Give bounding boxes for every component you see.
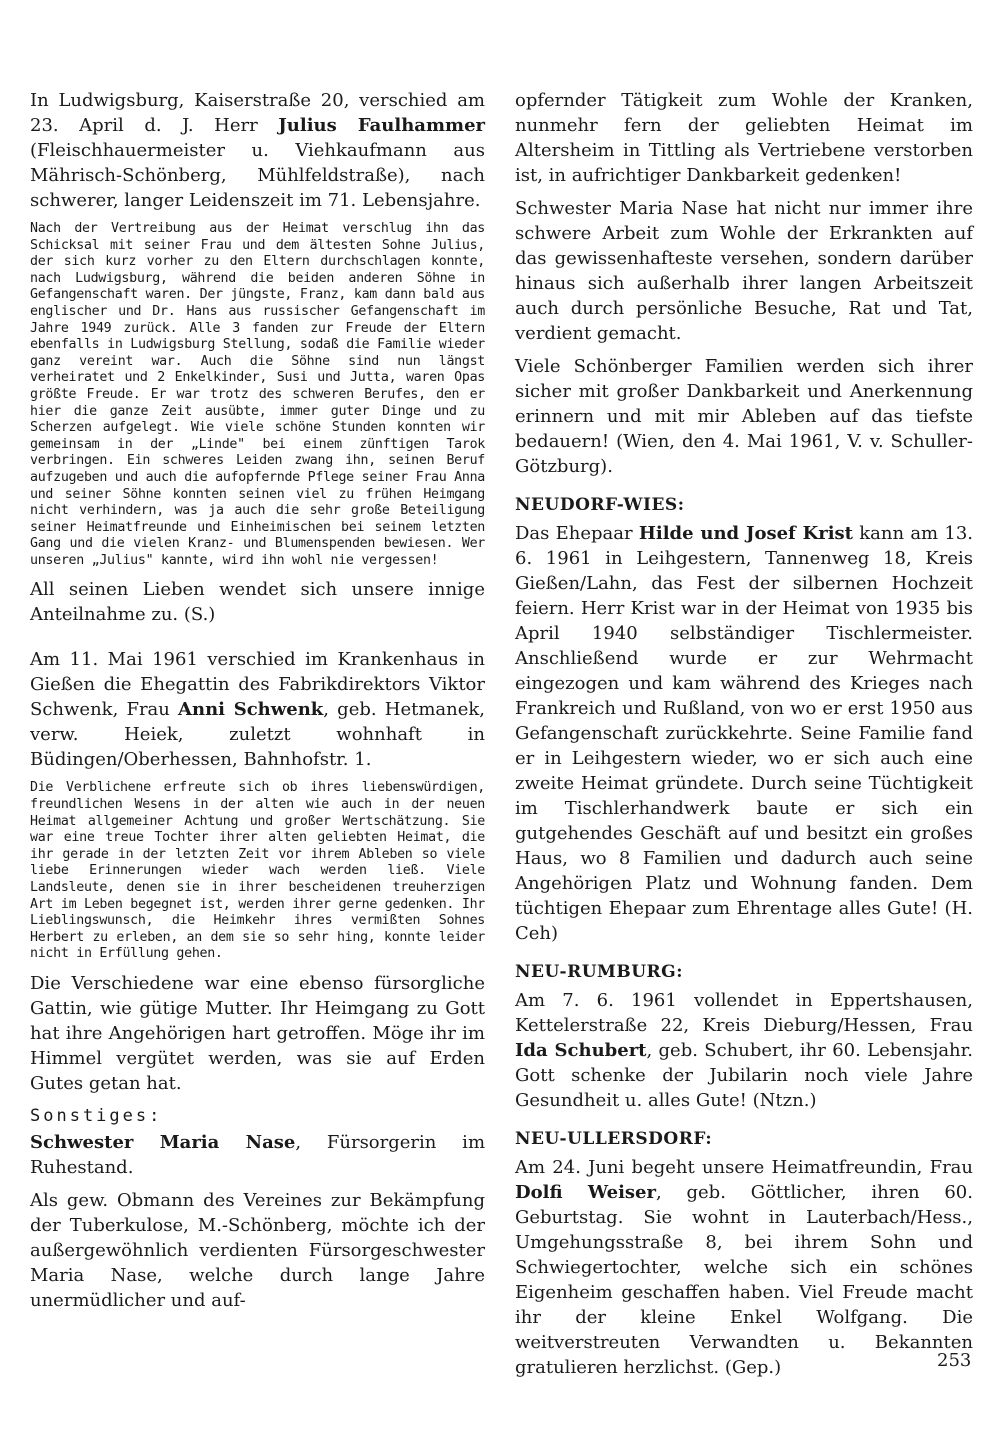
right-column	[515, 88, 973, 1388]
faulhammer-obituary-closing: All seinen Lieben wendet sich unsere innige Anteilnahme zu. (S.)	[30, 579, 485, 626]
person-name: Schwester Maria Nase	[30, 1132, 296, 1153]
nase-text-continued: opfernder Tätigkeit zum Wohle der Kranken, nunmehr fern der geliebten Heimat im Altersheim in Tittling als Vertriebene verstorben ist, in aufrichtiger Dankbarkeit gedenken!	[515, 90, 973, 186]
person-name: Ida Schubert	[515, 1040, 647, 1061]
nase-text-2: Schwester Maria Nase hat nicht nur immer ihre schwere Arbeit zum Wohle der Erkrankten auf das gewissenhafteste versehen, sondern darüber hinaus sich außerhalb ihrer langen Arbeitszeit auch durch persönliche Besuche, Rat und Tat, verdient gemacht.	[515, 198, 973, 344]
nase-intro	[30, 1130, 485, 1180]
text: , Fürsorgerin im Ruhestand.	[30, 1132, 486, 1178]
section-heading-sonstiges: Sonstiges:	[30, 1106, 163, 1126]
faulhammer-obituary-body: Nach der Vertreibung aus der Heimat verschlug ihn das Schicksal mit seiner Frau und dem ältesten Sohne Julius, der sich kurz vorher zu den Eltern durchschlagen konnte, nach Ludwigsburg, während die beiden anderen Söhne in Gefangenschaft waren. Der jüngste, Franz, kam dann bald aus englischer und Dr. Hans aus russischer Gefangenschaft im Jahre 1949 zurück. Alle 3 fanden zur Freude der Eltern ebenfalls in Ludwigsburg Stellung, sodaß die Familie wieder ganz vereint war. Auch die Söhne sind nun längst verheiratet und 2 Enkelkinder, Susi und Jutta, waren Opas größte Freude. Er war trotz des schweren Berufes, den er hier die ganze Zeit ausübte, immer guter Dinge und zu Scherzen aufgelegt. Wie viele schöne Stunden konnten wir gemeinsam in der „Linde" bei einem zünftigen Tarok verbringen. Ein schweres Leiden zwang ihn, seinen Beruf aufzugeben und auch die aufopfernde Pflege seiner Frau Anna und seiner Söhne konnten seinen viel zu frühen Heimgang nicht verhindern, was ja auch die sehr große Beteiligung seiner Heimatfreunde und Einheimischen bei seinem letzten Gang und die vielen Kranz- und Blumenspenden bewiesen. Wer unseren „Julius" kannte, wird ihn wohl nie vergessen!	[30, 221, 485, 568]
schwenk-obituary-intro	[30, 647, 485, 772]
text: , geb. Schubert, ihr 60. Lebensjahr. Gott schenke der Jubilarin noch viele Jahre Gesundheit u. alles Gute! (Ntzn.)	[515, 1040, 973, 1111]
nase-text-start: Als gew. Obmann des Vereines zur Bekämpfung der Tuberkulose, M.-Schönberg, möchte ich der außergewöhnlich verdienten Fürsorgeschwester Maria Nase, welche durch lange Jahre unermüdlicher und auf-	[30, 1190, 485, 1311]
text: Am 11. Mai 1961 verschied im Krankenhaus in Gießen die Ehegattin des Fabrikdirektors Viktor Schwenk, Frau	[30, 649, 485, 721]
person-name: Julius Faulhammer	[278, 115, 485, 136]
faulhammer-obituary-intro	[30, 88, 485, 213]
text: Das Ehepaar	[515, 523, 639, 544]
text: , geb. Hetmanek, verw. Heiek, zuletzt wohnhaft in Büdingen/Oberhessen, Bahnhofstr. 1.	[30, 699, 486, 771]
text: Am 24. Juni begeht unsere Heimatfreundin, Frau	[515, 1157, 973, 1178]
left-column	[30, 88, 485, 1321]
nase-text-3: Viele Schönberger Familien werden sich ihrer sicher mit großer Dankbarkeit und Anerkennung erinnern und mit mir Ableben auf das tiefste bedauern! (Wien, den 4. Mai 1961, V. v. Schuller-Götzburg).	[515, 356, 973, 477]
schwenk-obituary-closing: Die Verschiedene war eine ebenso fürsorgliche Gattin, wie gütige Mutter. Ihr Heimgang zu Gott hat ihre Angehörigen hart getroffen. Möge ihr im Himmel vergütet werden, was sie auf Erden Gutes getan hat.	[30, 973, 485, 1094]
heading-neu-ullersdorf: NEU-ULLERSDORF:	[515, 1129, 713, 1149]
heading-neu-rumburg: NEU-RUMBURG:	[515, 962, 683, 982]
krist-silver-wedding	[515, 521, 973, 946]
person-name: Hilde und Josef Krist	[638, 523, 853, 544]
text: Am 7. 6. 1961 vollendet in Eppertshausen, Kettelerstraße 22, Kreis Dieburg/Hessen, Frau	[515, 990, 973, 1036]
schubert-birthday	[515, 988, 973, 1113]
person-name: Anni Schwenk	[178, 699, 324, 721]
page-number: 253	[937, 1350, 972, 1371]
text: kann am 13. 6. 1961 in Leihgestern, Tannenweg 18, Kreis Gießen/Lahn, das Fest der silbernen Hochzeit feiern. Herr Krist war in der Heimat von 1935 bis April 1940 selbständiger Tischlermeister. Anschließend wurde er zur Wehrmacht eingezogen und kam während des Krieges nach Frankreich und Rußland, von wo er erst 1950 aus Gefangenschaft zurückkehrte. Seine Familie fand er in Leihgestern wieder, wo er sich auch eine zweite Heimat gründete. Durch seine Tüchtigkeit im Tischlerhandwerk baute er sich ein gutgehendes Geschäft auf und besitzt ein großes Haus, wo 8 Familien und dadurch auch seine Angehörigen Platz und Wohnung fanden. Dem tüchtigen Ehepaar zum Ehrentage alles Gute! (H. Ceh)	[515, 523, 973, 944]
schwenk-obituary-body: Die Verblichene erfreute sich ob ihres liebenswürdigen, freundlichen Wesens in der alten wie auch in der neuen Heimat allgemeiner Achtung und großer Wertschätzung. Sie war eine treue Tochter ihrer alten geliebten Heimat, die ihr gerade in der letzten Zeit vor ihrem Ableben so viele liebe Erinnerungen wieder wach werden ließ. Viele Landsleute, denen sie in ihrer bescheidenen treuherzigen Art im Leben begegnet ist, werden ihrer gerne gedenken. Ihr Lieblingswunsch, die Heimkehr ihres vermißten Sohnes Herbert zu erleben, an dem sie so sehr hing, konnte leider nicht in Erfüllung gehen.	[30, 780, 485, 962]
weiser-birthday	[515, 1155, 973, 1380]
text: In Ludwigsburg, Kaiserstraße 20, verschied am 23. April d. J. Herr	[30, 90, 485, 136]
heading-neudorf-wies: NEUDORF-WIES:	[515, 495, 685, 515]
person-name: Dolfi Weiser	[515, 1182, 656, 1203]
text: , geb. Göttlicher, ihren 60. Geburtstag. Sie wohnt in Lauterbach/Hess., Umgehungsstraße 8, bei ihrem Sohn und Schwiegertochter, welche sich ein schönes Eigenheim geschaffen haben. Viel Freude macht ihr der kleine Enkel Wolfgang. Die weitverstreuten Verwandten u. Bekannten gratulieren herzlichst. (Gep.)	[515, 1182, 973, 1378]
text: (Fleischhauermeister u. Viehkaufmann aus Mährisch-Schönberg, Mühlfeldstraße), nach schwerer, langer Leidenszeit im 71. Lebensjahre.	[30, 140, 485, 211]
